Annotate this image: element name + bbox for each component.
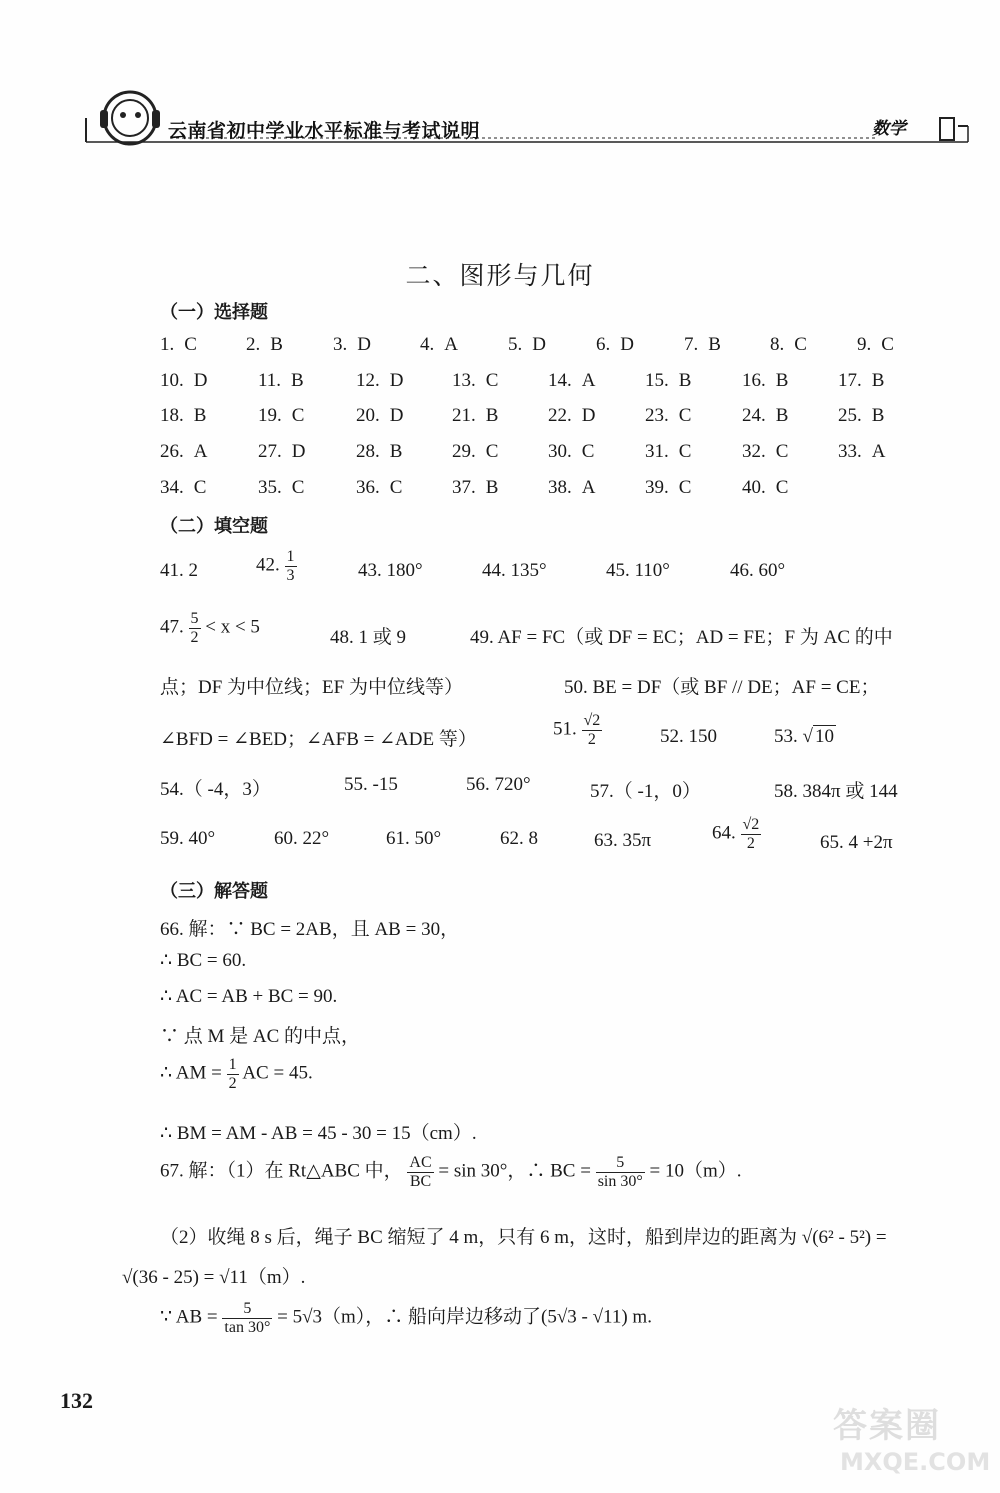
answer-53: 53. √ 10 <box>774 726 834 747</box>
header-subject: 数学 <box>872 119 906 139</box>
choice-answer: 29. C <box>452 441 499 462</box>
choice-answer: 33. A <box>838 441 886 462</box>
answer-56: 56. 720° <box>466 774 531 795</box>
choice-answer: 40. C <box>742 477 789 498</box>
choice-answer: 24. B <box>742 405 789 426</box>
answer-42: 42. $\frac{1}{3}$ <box>256 548 295 584</box>
choice-answer: 36. C <box>356 477 403 498</box>
solution-67-line4: ∵ AB = $\frac{5}{\tan 30^\circ}$ = 5√3（m），∴ 船向岸边移动了(5√3 - √11) m. <box>160 1300 652 1336</box>
choice-answer: 28. B <box>356 441 403 462</box>
answer-64: 64. $\frac{√2}{2}$ <box>712 816 760 852</box>
answer-43: 43. 180° <box>358 560 423 581</box>
answer-50-cont: ∠BFD = ∠BED；∠AFB = ∠ADE 等） <box>160 729 477 750</box>
solve-heading: （三）解答题 <box>160 881 268 902</box>
choice-answer: 18. B <box>160 405 207 426</box>
answer-41: 41. 2 <box>160 560 198 581</box>
watermark-logo: 答案圈 <box>833 1406 941 1446</box>
answer-48: 48. 1 或 9 <box>330 627 407 648</box>
choice-answer: 20. D <box>356 405 404 426</box>
solution-66-line3: ∴ AC = AB + BC = 90. <box>160 986 338 1007</box>
choice-answer: 23. C <box>645 405 692 426</box>
choice-answer: 15. B <box>645 370 692 391</box>
choice-answer: 32. C <box>742 441 789 462</box>
choice-answer: 13. C <box>452 370 499 391</box>
choice-answer: 25. B <box>838 405 885 426</box>
header-title: 云南省初中学业水平标准与考试说明 <box>168 120 481 142</box>
answer-57: 57.（ -1，0） <box>590 781 701 802</box>
choice-answer: 39. C <box>645 477 692 498</box>
solution-66-line5: ∴ AM = $\frac{1}{2}$ AC = 45. <box>160 1056 313 1092</box>
choice-answer: 17. B <box>838 370 885 391</box>
answer-63: 63. 35π <box>594 830 652 851</box>
choice-answer: 26. A <box>160 441 208 462</box>
solution-67-line1: 67. 解：（1）在 Rt△ABC 中， $\frac{AC}{BC}$ = sin 30°，∴ BC = $\frac{5}{\sin 30^\circ}$ = 10（m）. <box>160 1154 742 1190</box>
answer-52: 52. 150 <box>660 726 717 747</box>
answer-47: 47. $\frac{5}{2}$ < x < 5 <box>160 610 260 646</box>
choice-answer: 27. D <box>258 441 306 462</box>
choice-answer: 16. B <box>742 370 789 391</box>
choice-answer: 8. C <box>770 334 807 355</box>
choice-answer: 2. B <box>246 334 283 355</box>
choice-answer: 34. C <box>160 477 207 498</box>
solution-67-line2: （2）收绳 8 s 后，绳子 BC 缩短了 4 m，只有 6 m，这时，船到岸边的距离为 √(6² - 5²) = <box>160 1227 887 1248</box>
choice-answer: 3. D <box>333 334 371 355</box>
choice-answer: 31. C <box>645 441 692 462</box>
answer-59: 59. 40° <box>160 828 216 849</box>
choice-answer: 7. B <box>684 334 721 355</box>
choice-answer: 37. B <box>452 477 499 498</box>
solution-67-line3: √(36 - 25) = √11（m）. <box>122 1267 306 1288</box>
choice-answer: 38. A <box>548 477 596 498</box>
answer-58: 58. 384π 或 144 <box>774 781 898 802</box>
answer-55: 55. -15 <box>344 774 398 795</box>
answer-65: 65. 4 +2π <box>820 832 893 853</box>
page-number: 132 <box>60 1388 93 1413</box>
answer-60: 60. 22° <box>274 828 330 849</box>
choice-answer: 5. D <box>508 334 546 355</box>
answer-54: 54.（ -4，3） <box>160 779 271 800</box>
answer-44: 44. 135° <box>482 560 547 581</box>
choice-answer: 11. B <box>258 370 304 391</box>
choice-answer: 12. D <box>356 370 404 391</box>
choice-answer: 10. D <box>160 370 208 391</box>
choice-answer: 9. C <box>857 334 894 355</box>
solution-66-line4: ∵ 点 M 是 AC 的中点， <box>160 1026 361 1047</box>
choice-answer: 4. A <box>420 334 458 355</box>
choice-answer: 35. C <box>258 477 305 498</box>
answer-49-cont: 点；DF 为中位线；EF 为中位线等） <box>160 677 463 698</box>
section-title: 二、图形与几何 <box>405 263 595 290</box>
choice-answer: 1. C <box>160 334 197 355</box>
answer-50-line: 50. BE = DF（或 BF // DE；AF = CE； <box>564 677 880 698</box>
answer-51: 51. $\frac{√2}{2}$ <box>553 712 601 748</box>
solution-66-line1: 66. 解：∵ BC = 2AB，且 AB = 30， <box>160 919 460 940</box>
choice-answer: 21. B <box>452 405 499 426</box>
fill-heading: （二）填空题 <box>160 516 268 537</box>
choice-answer: 19. C <box>258 405 305 426</box>
choice-answer: 22. D <box>548 405 596 426</box>
choice-heading: （一）选择题 <box>160 302 268 323</box>
answer-49-line: 49. AF = FC（或 DF = EC；AD = FE；F 为 AC 的中 <box>470 627 893 648</box>
answer-62: 62. 8 <box>500 828 538 849</box>
solution-66-line6: ∴ BM = AM - AB = 45 - 30 = 15（cm）. <box>160 1123 477 1144</box>
answer-46: 46. 60° <box>730 560 786 581</box>
choice-answer: 6. D <box>596 334 634 355</box>
choice-answer: 14. A <box>548 370 596 391</box>
watermark-url: MXQE.COM <box>840 1448 991 1476</box>
answer-61: 61. 50° <box>386 828 442 849</box>
solution-66-line2: ∴ BC = 60. <box>160 950 247 971</box>
choice-answer: 30. C <box>548 441 595 462</box>
answer-45: 45. 110° <box>606 560 670 581</box>
